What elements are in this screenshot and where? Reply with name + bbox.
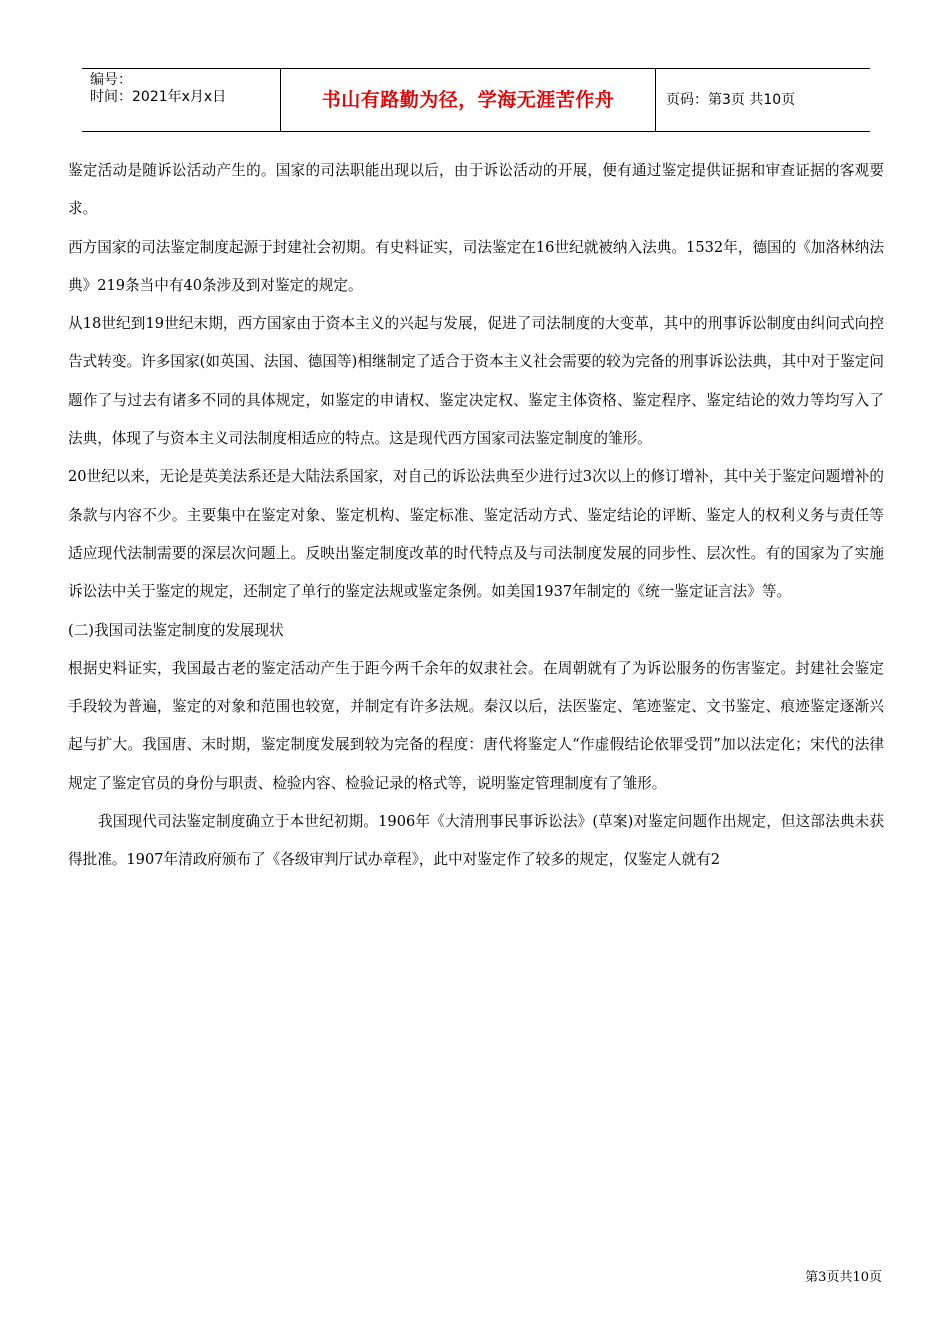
- header-page-info: 页码：第3页 共10页: [666, 92, 796, 108]
- page-header: [82, 68, 870, 132]
- paragraph: 20世纪以来，无论是英美法系还是大陆法系国家，对自己的诉讼法典至少进行过3次以上的修订增补，其中关于鉴定问题增补的条款与内容不少。主要集中在鉴定对象、鉴定机构、鉴定标准、鉴定活动方式、鉴定结论的评断、鉴定人的权利义务与责任等适应现代法制需要的深层次问题上。反映出鉴定制度改革的时代特点及与司法制度发展的同步性、层次性。有的国家为了实施诉讼法中关于鉴定的规定，还制定了单行的鉴定法规或鉴定条例。如美国1937年制定的《统一鉴定证言法》等。: [68, 468, 884, 601]
- paragraph: 根据史料证实，我国最古老的鉴定活动产生于距今两千余年的奴隶社会。在周朝就有了为诉讼服务的伤害鉴定。封建社会鉴定手段较为普遍，鉴定的对象和范围也较宽，并制定有许多法规。秦汉以后，法医鉴定、笔迹鉴定、文书鉴定、痕迹鉴定逐渐兴起与扩大。我国唐、末时期，鉴定制度发展到较为完备的程度：唐代将鉴定人“作虚假结论依罪受罚”加以法定化；宋代的法律规定了鉴定官员的身份与职责、检验内容、检验记录的格式等，说明鉴定管理制度有了雏形。: [68, 659, 884, 792]
- section-heading: (二)我国司法鉴定制度的发展现状: [68, 621, 284, 639]
- header-motto: 书山有路勤为径，学海无涯苦作舟: [321, 89, 615, 111]
- page-footer: 第3页共10页: [805, 1270, 882, 1285]
- paragraph: 我国现代司法鉴定制度确立于本世纪初期。1906年《大清刑事民事诉讼法》(草案)对鉴定问题作出规定，但这部法典未获得批准。1907年清政府颁布了《各级审判厅试办章程》，此中对鉴定作了较多的规定，仅鉴定人就有2: [68, 813, 884, 869]
- paragraph: 西方国家的司法鉴定制度起源于封建社会初期。有史料证实，司法鉴定在16世纪就被纳入法典。1532年，德国的《加洛林纳法典》219条当中有40条涉及到对鉴定的规定。: [68, 238, 884, 294]
- document-date-label: 时间：2021年x月x日: [90, 89, 227, 105]
- paragraph: 从18世纪到19世纪末期，西方国家由于资本主义的兴起与发展，促进了司法制度的大变革，其中的刑事诉讼制度由纠问式向控告式转变。许多国家(如英国、法国、德国等)相继制定了适合于资本主义社会需要的较为完备的刑事诉讼法典，其中对于鉴定问题作了与过去有诸多不同的具体规定，如鉴定的申请权、鉴定决定权、鉴定主体资格、鉴定程序、鉴定结论的效力等均写入了法典，体现了与资本主义司法制度相适应的特点。这是现代西方国家司法鉴定制度的雏形。: [68, 315, 884, 448]
- header-page-cell: [656, 69, 870, 131]
- document-body: [68, 152, 884, 880]
- document-number-label: 编号：: [90, 72, 132, 88]
- header-meta-cell: [82, 69, 280, 131]
- header-motto-cell: [280, 69, 656, 131]
- paragraph: 鉴定活动是随诉讼活动产生的。国家的司法职能出现以后，由于诉讼活动的开展，便有通过鉴定提供证据和审查证据的客观要求。: [68, 162, 884, 218]
